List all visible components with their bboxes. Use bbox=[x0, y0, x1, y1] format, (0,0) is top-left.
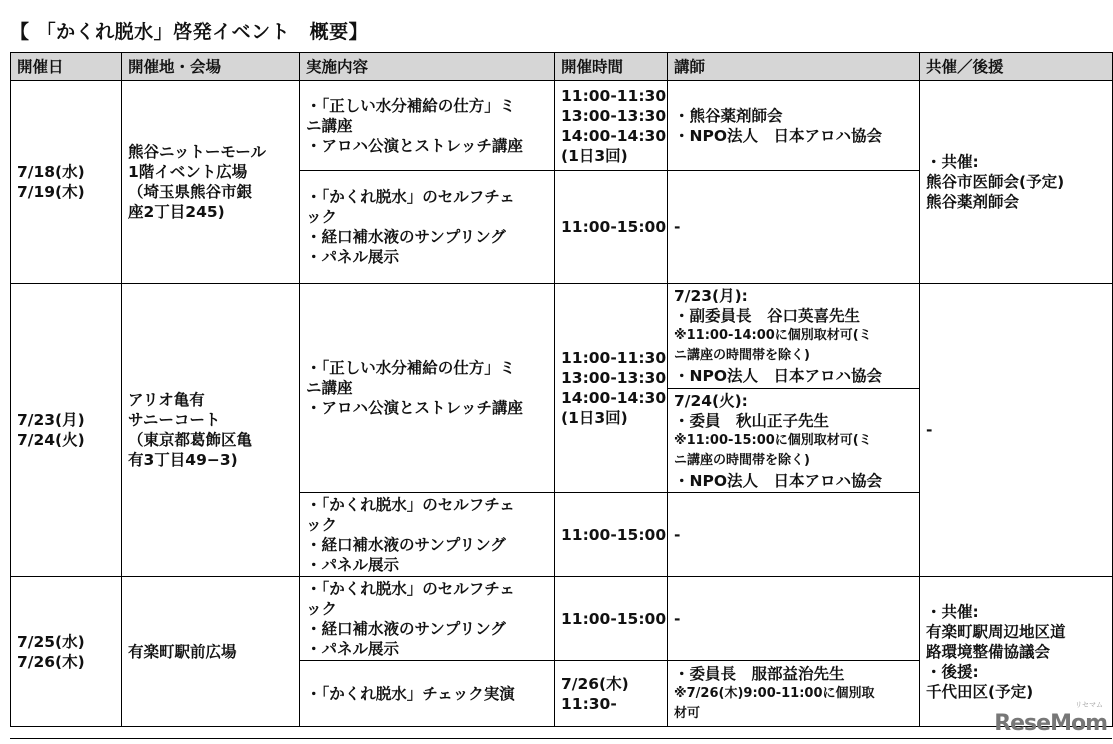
resemom-watermark-logo: ReseMom bbox=[994, 711, 1107, 736]
event-content-cell: ・「かくれ脱水」のセルフチェ ック ・経口補水液のサンプリング ・パネル展示 bbox=[300, 493, 555, 577]
event-date-cell: 7/25(水) 7/26(木) bbox=[11, 577, 122, 727]
table-row bbox=[11, 81, 1113, 171]
event-lecturer-cell: 7/24(火): ・委員 秋山正子先生 ※11:00-15:00に個別取材可(ミ ニ講座の時間帯を除く) ・NPO法人 日本アロハ協会 bbox=[668, 389, 920, 493]
event-content-cell: ・「正しい水分補給の仕方」ミ ニ講座 ・アロハ公演とストレッチ講座 bbox=[300, 284, 555, 493]
table-row bbox=[11, 284, 1113, 389]
event-time-cell: 11:00-11:30 13:00-13:30 14:00-14:30 (1日3回) bbox=[555, 284, 668, 493]
event-content-cell: ・「正しい水分補給の仕方」ミ ニ講座 ・アロハ公演とストレッチ講座 bbox=[300, 81, 555, 171]
header-lecturer: 講師 bbox=[668, 53, 920, 81]
event-lecturer-cell: ・委員長 服部益治先生 ※7/26(木)9:00-11:00に個別取 材可 bbox=[668, 661, 920, 727]
event-lecturer-cell: - bbox=[668, 493, 920, 577]
header-sponsor: 共催／後援 bbox=[920, 53, 1113, 81]
watermark-subtext: リセマム bbox=[1075, 701, 1103, 709]
event-lecturer-cell: - bbox=[668, 171, 920, 284]
event-lecturer-cell: ・熊谷薬剤師会 ・NPO法人 日本アロハ協会 bbox=[668, 81, 920, 171]
event-sponsor-cell: ・共催: 有楽町駅周辺地区道 路環境整備協議会 ・後援: 千代田区(予定) bbox=[920, 577, 1113, 727]
table-row bbox=[11, 577, 1113, 661]
event-time-cell: 7/26(木) 11:30- bbox=[555, 661, 668, 727]
event-time-cell: 11:00-15:00 bbox=[555, 577, 668, 661]
event-sponsor-cell: - bbox=[920, 284, 1113, 577]
event-time-cell: 11:00-15:00 bbox=[555, 171, 668, 284]
event-content-cell: ・「かくれ脱水」のセルフチェ ック ・経口補水液のサンプリング ・パネル展示 bbox=[300, 171, 555, 284]
event-date-cell: 7/18(水) 7/19(木) bbox=[11, 81, 122, 284]
event-content-cell: ・「かくれ脱水」のセルフチェ ック ・経口補水液のサンプリング ・パネル展示 bbox=[300, 577, 555, 661]
header-date: 開催日 bbox=[11, 53, 122, 81]
event-sponsor-cell: ・共催: 熊谷市医師会(予定) 熊谷薬剤師会 bbox=[920, 81, 1113, 284]
event-lecturer-cell: 7/23(月): ・副委員長 谷口英喜先生 ※11:00-14:00に個別取材可(ミ ニ講座の時間帯を除く) ・NPO法人 日本アロハ協会 bbox=[668, 284, 920, 389]
header-time: 開催時間 bbox=[555, 53, 668, 81]
event-lecturer-cell: - bbox=[668, 577, 920, 661]
event-venue-cell: 熊谷ニットーモール 1階イベント広場 （埼玉県熊谷市銀 座2丁目245) bbox=[122, 81, 300, 284]
header-venue: 開催地・会場 bbox=[122, 53, 300, 81]
event-venue-cell: アリオ亀有 サニーコート （東京都葛飾区亀 有3丁目49−3) bbox=[122, 284, 300, 577]
header-row bbox=[11, 53, 1113, 81]
event-time-cell: 11:00-11:30 13:00-13:30 14:00-14:30 (1日3回) bbox=[555, 81, 668, 171]
page-title: 【 「かくれ脱水」啓発イベント 概要】 bbox=[10, 21, 369, 43]
event-venue-cell: 有楽町駅前広場 bbox=[122, 577, 300, 727]
event-content-cell: ・「かくれ脱水」チェック実演 bbox=[300, 661, 555, 727]
event-date-cell: 7/23(月) 7/24(火) bbox=[11, 284, 122, 577]
event-time-cell: 11:00-15:00 bbox=[555, 493, 668, 577]
bottom-border bbox=[10, 738, 1112, 739]
header-content: 実施内容 bbox=[300, 53, 555, 81]
event-schedule-table bbox=[10, 52, 1113, 727]
